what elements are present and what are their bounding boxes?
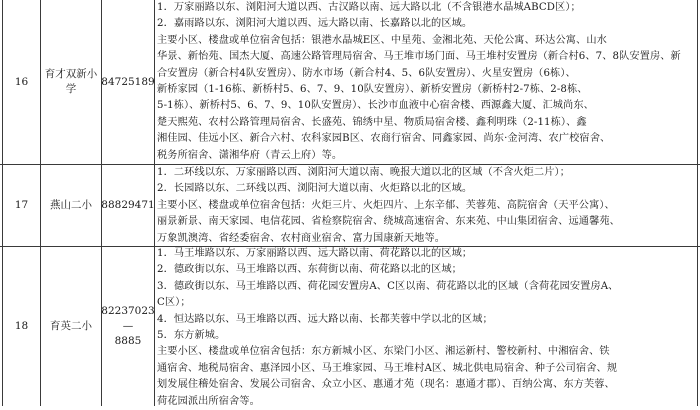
description-line: 华景、新怡苑、国杰大厦、高速公路管理局宿舍、马王堆市场门面、马王堆村安置房（新合村6、7、8队安置房、新 <box>157 51 681 63</box>
description-line: 1．万家丽路以东、浏阳河大道以西、古汉路以南、远大路以北（不含银港水晶城ABCD区）； <box>157 2 581 13</box>
school-name-line: 燕山二小 <box>50 199 92 211</box>
description-line: 主要小区、楼盘或单位宿舍包括：东方新城小区、东梁门小区、湘运新村、警校新村、中湘宿舍、铁 <box>157 346 610 358</box>
description-line: 4．恒达路以东、马王堆路以西、远大路以南、长都芙蓉中学以北的区域； <box>157 313 493 325</box>
description-line: 楚天熙苑、农村公路管理局宿舍、长盛苑、锦绣中星、物质局宿舍楼、鑫利明珠（2-11栋）、鑫 <box>157 116 587 128</box>
description-line: 2．德政街以东、马王堆路以西、东荷街以南、荷花路以北的区域； <box>157 264 462 276</box>
row-number <box>3 0 40 164</box>
column-divider <box>697 0 698 406</box>
description-line: 主要小区、楼盘或单位宿舍包括：银港水晶城E区、中星苑、金湘北苑、天伦公寓、环达公寓、山水 <box>157 34 607 46</box>
description-line: 2．长园路以东、二环线以西、浏阳河大道以南、火炬路以北的区域。 <box>157 183 473 195</box>
description-line: 合安置房（新合村4队安置房）、防水市场（新合村4、5、6队安置房）、火星安置房（6栋）、 <box>157 67 576 79</box>
zone-description <box>157 165 697 247</box>
school-name-line: 学 <box>65 83 77 95</box>
phone-number-line: 88829471 <box>101 199 155 211</box>
description-line: 湘佳园、佳远小区、新合六村、农科家园B区、农商行宿舍、同鑫家园、尚东·金河湾、农广校宿舍、 <box>157 133 611 145</box>
description-line: 5-1栋）、新桥村5、6、7、9、10队安置房）、长沙市血液中心宿舍楼、西源鑫大厦、汇城尚东、 <box>157 100 594 112</box>
row-number-text: 18 <box>14 320 29 332</box>
description-line: 3．德政街以东、马王堆路以西、荷花园安置房A、C区以南、荷花路以北的区域（含荷花园安置房A、 <box>157 280 619 292</box>
phone-number-line: 82237023— <box>101 305 155 332</box>
description-line: 1．马王堆路以东、万家丽路以西、远大路以南、荷花路以北的区域； <box>157 248 473 259</box>
phone-number <box>102 0 154 164</box>
school-name-line: 育才双新小 <box>44 68 98 80</box>
description-line: 5．东方新城。 <box>157 330 226 342</box>
description-line: 主要小区、楼盘或单位宿舍包括：火炬三片、火炬四片、上东辛郁、芙蓉苑、高院宿舍（天平公寓）、 <box>157 199 615 211</box>
description-line: 新桥家园（1-16栋、新桥村5、6、7、9、10队安置房）、新桥安置房（新桥村2-7栋、2-8栋、 <box>157 84 588 96</box>
description-line: 通宿舍、地税局宿舍、惠泽园小区、马王堆家园、马王堆村A区、城北供电局宿舍、种子公司宿舍、规 <box>157 362 618 374</box>
school-name <box>41 247 101 406</box>
description-line: 划发展住稽处宿舍、发展公司宿舍、众立小区、惠通才苑（现名：惠通才郡）、百纳公寓、东方芙蓉、 <box>157 379 615 391</box>
description-line: 丽景新景、南天家园、电信花园、省检察院宿舍、绕城高速宿舍、东来苑、中山集团宿舍、远通馨苑、 <box>157 216 620 228</box>
zone-description <box>157 0 697 164</box>
phone-number-line: 8885 <box>114 335 142 347</box>
description-line: 万象凯澳湾、省经委宿舍、农村商业宿舍、富力国康新天地等。 <box>157 232 446 244</box>
description-line: 荷花园派出所宿舍等。 <box>157 395 260 407</box>
school-name <box>41 165 101 246</box>
phone-number <box>102 247 154 406</box>
row-number-text: 16 <box>14 75 29 88</box>
phone-number <box>102 165 154 246</box>
zone-description <box>157 246 697 410</box>
school-name-line: 育英二小 <box>50 320 92 332</box>
description-line: 1．二环线以东、万家丽路以西、浏阳河大道以南、晚报大道以北的区域（不含火炬二片）； <box>157 167 570 178</box>
description-line: 2．嘉雨路以东、浏阳河大道以西、远大路以南、长嘉路以北的区域。 <box>157 18 473 30</box>
row-number <box>3 247 40 406</box>
row-number-text: 17 <box>14 199 29 211</box>
description-line: C区）； <box>157 297 191 309</box>
description-line: 税务所宿舍、潇湘华府（青云上府）等。 <box>157 149 343 161</box>
row-number <box>3 165 40 246</box>
school-name <box>41 0 101 164</box>
phone-number-line: 84725189 <box>101 75 155 88</box>
